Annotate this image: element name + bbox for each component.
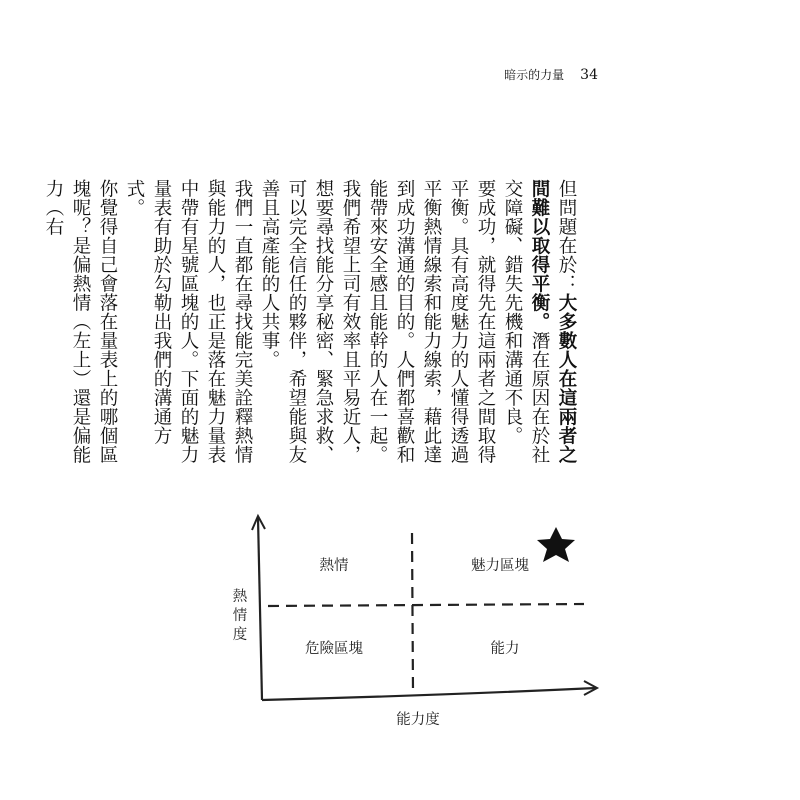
paragraph-1-intro: 但問題在於： [556, 178, 577, 293]
y-axis-label-char-2: 情 [232, 608, 248, 624]
y-axis-label-char-1: 熱 [232, 589, 248, 605]
paragraph-2: 要成功，就得先在這兩者之間取得平衡。具有高度魅力的人懂得透過平衡熱情線索和能力線索，藉此達到成功溝通的目的。人們都喜歡和能帶來安全感且能幹的人在一起。我們希望上司有效率且平易近人，想要尋找能分享秘密、緊急求救、可以完全信任的夥伴，希望能與友善且高產能的人共事。 [259, 178, 496, 464]
vertical-divider [412, 533, 413, 692]
quadrant-charisma-label: 魅力區塊 [471, 558, 529, 574]
x-axis-label: 能力度 [396, 712, 440, 728]
quadrant-warmth-label: 熱情 [319, 558, 349, 574]
page-number: 34 [580, 67, 598, 83]
quadrant-danger-label: 危險區塊 [305, 641, 363, 657]
y-axis-line [258, 518, 262, 700]
quadrant-competence-label: 能力 [490, 641, 520, 657]
horizontal-divider [268, 604, 584, 606]
running-title: 暗示的力量 [504, 68, 565, 82]
paragraph-1-emphasis: 大多數人在這兩者之間難以取得平衡。 [529, 178, 577, 464]
paragraph-4: 你覺得自己會落在量表上的哪個區塊呢？是偏熱情（左上）還是偏能力（右 [43, 178, 118, 464]
x-axis-line [262, 688, 596, 700]
paragraph-3: 我們一直都在尋找能完美詮釋熱情與能力的人，也正是落在魅力量表中帶有星號區塊的人。下面的魅力量表有助於勾勒出我們的溝通方式。 [124, 178, 253, 464]
y-axis-label-char-3: 度 [232, 627, 248, 643]
star-icon [537, 527, 575, 562]
paragraph-1-rest: 潛在原因在於社交障礙、錯失先機和溝通不良。 [502, 178, 550, 464]
